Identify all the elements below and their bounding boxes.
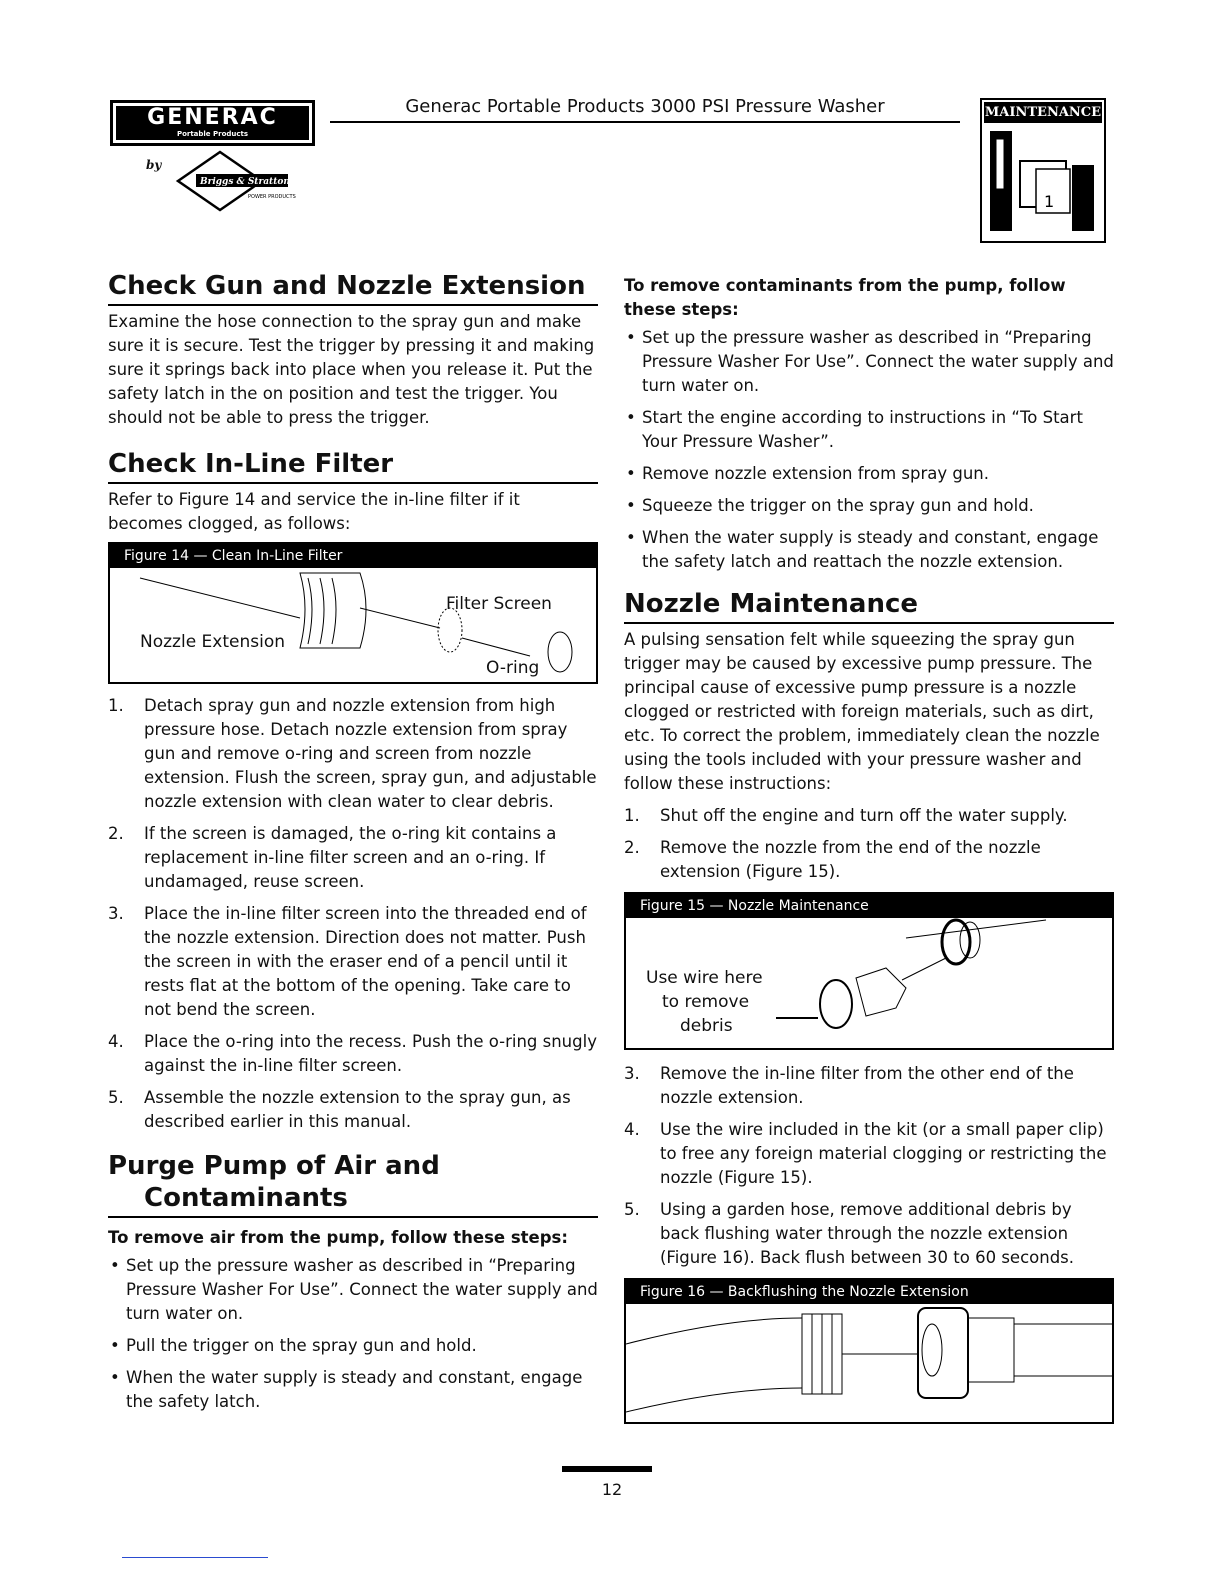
list-item: • Start the engine according to instructions in “To Start Your Pressure Washer”. <box>624 406 1114 454</box>
list-item: • Pull the trigger on the spray gun and hold. <box>108 1334 598 1358</box>
list-item: 1. Shut off the engine and turn off the water supply. <box>624 806 1068 825</box>
inline-filter-body: Refer to Figure 14 and service the in-line filter if it becomes clogged, as follows: <box>108 490 520 533</box>
logo-brand: GENERAC <box>147 105 278 130</box>
maintenance-badge <box>980 98 1106 243</box>
svg-text:1: 1 <box>1044 192 1055 211</box>
figure-15-caption: Figure 15 — Nozzle Maintenance <box>626 894 1112 918</box>
maintenance-tool-icon <box>982 125 1100 235</box>
list-item: 4. Use the wire included in the kit (or a small paper clip) to free any foreign material clogging or restricting the nozzle (Figure 15). <box>624 1120 1107 1187</box>
figure-16 <box>624 1278 1114 1424</box>
list-item: 4. Place the o-ring into the recess. Push the o-ring snugly against the in-line filter screen. <box>108 1032 597 1075</box>
page-number: 12 <box>601 1480 623 1499</box>
purge-contaminants-bullets <box>624 326 1114 574</box>
fig15-label-line1: Use wire here <box>646 968 763 988</box>
list-item: 1. Detach spray gun and nozzle extension from high pressure hose. Detach nozzle extension from spray gun and remove o-ring and screen from nozzle extension. Flush the screen, spray gun, and adjustable nozzle extension with clean water to clear debris. <box>108 696 597 811</box>
fig15-label-line2: to remove <box>662 992 750 1012</box>
nozzle-maintenance-heading: Nozzle Maintenance <box>624 588 1114 624</box>
document-title: Generac Portable Products 3000 PSI Pressure Washer <box>330 96 960 123</box>
left-column <box>108 270 598 1422</box>
nozzle-maintenance-body: A pulsing sensation felt while squeezing the spray gun trigger may be caused by excessive pump pressure. The principal cause of excessive pump pressure is a nozzle clogged or restricted with foreign materials, such as dirt, etc. To correct the problem, immediately clean the nozzle using the tools included with your pressure washer and follow these instructions: <box>624 630 1100 793</box>
list-item: • Set up the pressure washer as described in “Preparing Pressure Washer For Use”. Connect the water supply and turn water on. <box>624 326 1114 398</box>
list-item: 2. Remove the nozzle from the end of the nozzle extension (Figure 15). <box>624 838 1041 881</box>
check-gun-heading: Check Gun and Nozzle Extension <box>108 270 598 306</box>
nozzle-steps-a <box>624 804 1114 884</box>
list-item: • Remove nozzle extension from spray gun. <box>624 462 1114 486</box>
figure-14 <box>108 542 598 684</box>
figure-15 <box>624 892 1114 1050</box>
inline-filter-heading: Check In-Line Filter <box>108 448 598 484</box>
divider <box>122 1557 268 1558</box>
backflush-illustration <box>626 1304 1112 1422</box>
list-item: 2. If the screen is damaged, the o-ring kit contains a replacement in-line filter screen and an o-ring. If undamaged, reuse screen. <box>108 824 557 891</box>
purge-contaminants-subheading: To remove contaminants from the pump, follow these steps: <box>624 276 1066 319</box>
list-item: 3. Remove the in-line filter from the other end of the nozzle extension. <box>624 1064 1074 1107</box>
partner-name: Briggs & Stratton <box>200 177 290 187</box>
briggs-stratton-logo <box>170 150 320 212</box>
purge-air-bullets <box>108 1254 598 1414</box>
logo-sub: Portable Products <box>176 130 249 138</box>
nozzle-steps-b <box>624 1062 1114 1270</box>
list-item: 3. Place the in-line filter screen into the threaded end of the nozzle extension. Direction does not matter. Push the screen in with the eraser end of a pencil until it rests flat at the bottom of the opening. Take care to not bend the screen. <box>108 904 587 1019</box>
fig15-label-line3: debris <box>680 1016 733 1036</box>
figure-14-caption: Figure 14 — Clean In-Line Filter <box>110 544 596 568</box>
list-item: • When the water supply is steady and constant, engage the safety latch and reattach the nozzle extension. <box>624 526 1114 574</box>
filter-steps <box>108 694 598 1134</box>
by-label: by <box>146 158 162 172</box>
list-item: 5. Using a garden hose, remove additional debris by back flushing water through the nozzle extension (Figure 16). Back flush between 30 to 60 seconds. <box>624 1200 1075 1267</box>
maintenance-badge-label: MAINTENANCE <box>984 102 1102 123</box>
nozzle-extension-label: Nozzle Extension <box>140 632 286 652</box>
page-number-bar <box>562 1466 652 1472</box>
list-item: • Set up the pressure washer as described in “Preparing Pressure Washer For Use”. Connect the water supply and turn water on. <box>108 1254 598 1326</box>
figure-16-caption: Figure 16 — Backflushing the Nozzle Extension <box>626 1280 1112 1304</box>
partner-sub: POWER PRODUCTS <box>248 194 296 200</box>
list-item: • Squeeze the trigger on the spray gun and hold. <box>624 494 1114 518</box>
filter-screen-label: Filter Screen <box>446 594 552 614</box>
list-item: • When the water supply is steady and constant, engage the safety latch. <box>108 1366 598 1414</box>
check-gun-body: Examine the hose connection to the spray gun and make sure it is secure. Test the trigger by pressing it and making sure it springs back into place when you release it. Put the safety latch in the on position and test the trigger. You should not be able to press the trigger. <box>108 312 595 427</box>
right-column <box>624 274 1114 1424</box>
purge-heading: Purge Pump of Air and Contaminants <box>108 1150 598 1218</box>
purge-air-subheading: To remove air from the pump, follow these steps: <box>108 1228 568 1247</box>
list-item: 5. Assemble the nozzle extension to the spray gun, as described earlier in this manual. <box>108 1088 571 1131</box>
o-ring-label: O-ring <box>486 658 540 678</box>
generac-logo <box>110 100 315 146</box>
